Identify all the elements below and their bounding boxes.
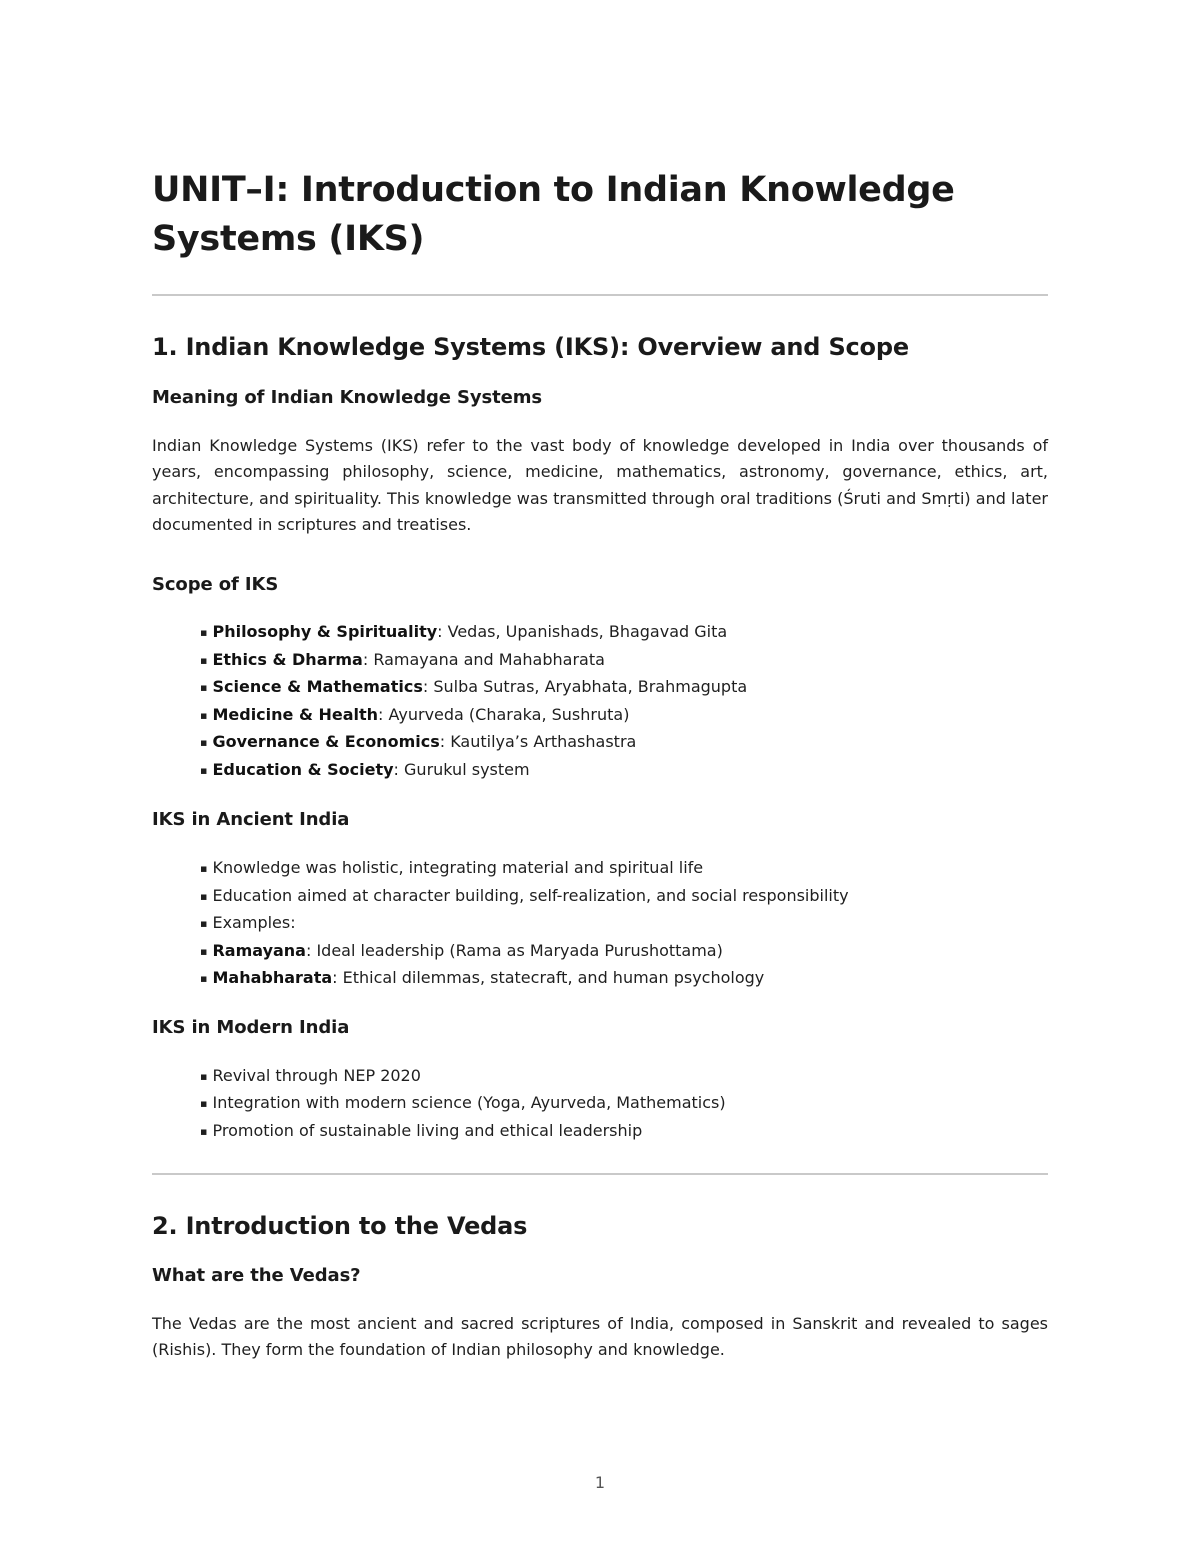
meaning-paragraph: Indian Knowledge Systems (IKS) refer to the vast body of knowledge developed in India over thousands of years, encompassing philosophy, science, medicine, mathematics, astronomy, governance, ethics, art, architecture, and spirituality. This knowledge was transmitted through oral traditions (Śruti and Smṛti) and later documented in scriptures and treatises.	[152, 436, 1048, 534]
list-item	[200, 757, 1048, 785]
section-divider	[152, 294, 1048, 296]
section-divider	[152, 1173, 1048, 1175]
scope-heading: Scope of IKS	[152, 574, 279, 596]
vedas-heading: What are the Vedas?	[152, 1265, 361, 1287]
list-item: ▪ Promotion of sustainable living and ethical leadership	[200, 1118, 1048, 1146]
list-item	[200, 674, 1048, 702]
list-item-desc: : Ayurveda (Charaka, Sushruta)	[378, 704, 630, 724]
list-item-term: Mahabharata	[212, 968, 333, 988]
list-item-desc: : Ramayana and Mahabharata	[362, 649, 605, 669]
page-content	[152, 166, 1048, 1364]
list-item-term: Science & Mathematics	[212, 677, 423, 697]
vedas-paragraph: The Vedas are the most ancient and sacred scriptures of India, composed in Sanskrit and revealed to sages (Rishis). They form the foundation of Indian philosophy and knowledge.	[152, 1314, 1048, 1360]
list-item-desc: : Ethical dilemmas, statecraft, and human psychology	[332, 968, 765, 988]
list-item	[200, 965, 1048, 993]
scope-list	[152, 619, 1048, 784]
list-item: ▪ Education aimed at character building, self-realization, and social responsibility	[200, 883, 1048, 911]
list-item-term: Governance & Economics	[212, 732, 440, 752]
list-item	[200, 647, 1048, 675]
list-item	[200, 938, 1048, 966]
list-item: ▪ Revival through NEP 2020	[200, 1063, 1048, 1091]
section-2-heading: 2. Introduction to the Vedas	[152, 1212, 528, 1241]
list-item-term: Education & Society	[212, 759, 394, 779]
list-item-desc: : Sulba Sutras, Aryabhata, Brahmagupta	[422, 677, 748, 697]
modern-india-list	[152, 1063, 1048, 1146]
ancient-india-list	[152, 855, 1048, 993]
list-item-desc: : Kautilya’s Arthashastra	[439, 732, 637, 752]
list-item-term: Philosophy & Spirituality	[212, 622, 438, 642]
meaning-heading: Meaning of Indian Knowledge Systems	[152, 387, 543, 408]
list-item	[200, 729, 1048, 757]
document-title: UNIT–I: Introduction to Indian Knowledge Systems (IKS)	[152, 170, 955, 259]
list-item-desc: : Ideal leadership (Rama as Maryada Purushottama)	[305, 940, 723, 960]
list-item-term: Ramayana	[212, 940, 306, 960]
list-item: ▪ Integration with modern science (Yoga, Ayurveda, Mathematics)	[200, 1090, 1048, 1118]
list-item-term: Medicine & Health	[212, 704, 379, 724]
list-item	[200, 619, 1048, 647]
section-1-heading: 1. Indian Knowledge Systems (IKS): Overview and Scope	[152, 333, 909, 361]
ancient-india-heading: IKS in Ancient India	[152, 809, 350, 831]
list-item-desc: : Gurukul system	[393, 759, 530, 779]
list-item: ▪ Knowledge was holistic, integrating material and spiritual life	[200, 855, 1048, 883]
list-item-term: Ethics & Dharma	[212, 649, 363, 669]
modern-india-heading: IKS in Modern India	[152, 1016, 350, 1038]
list-item-desc: : Vedas, Upanishads, Bhagavad Gita	[437, 622, 728, 642]
page-number: 1	[594, 1473, 606, 1492]
list-item	[200, 702, 1048, 730]
list-item: ▪ Examples:	[200, 910, 1048, 938]
